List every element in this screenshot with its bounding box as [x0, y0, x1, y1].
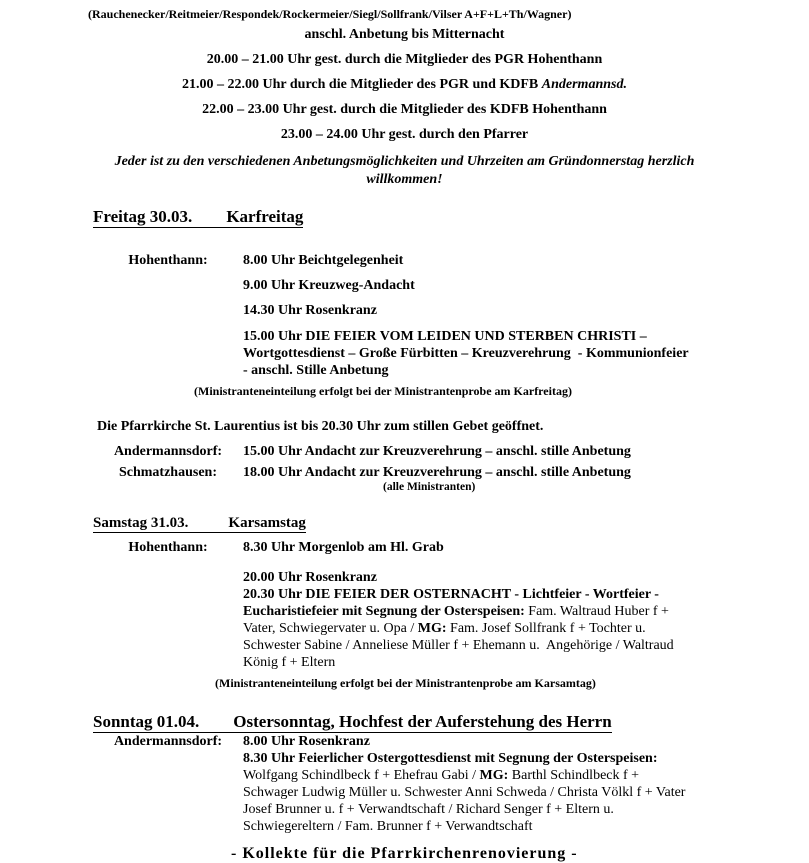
osternacht-bold-part: Eucharistiefeier mit Segnung der Osterspeisen: — [243, 604, 525, 619]
gottesdienst-names-part: Wolfgang Schindlbeck f + Ehefrau Gabi / — [243, 768, 480, 783]
schedule-row — [93, 278, 809, 294]
schedule-item: 9.00 Uhr Kreuzweg-Andacht — [243, 278, 415, 293]
pfarrkirche-open-note: Die Pfarrkirche St. Laurentius ist bis 20.30 Uhr zum stillen Gebet geöffnet. — [97, 419, 544, 434]
karfreitag-liturgy-paragraph — [243, 328, 809, 379]
anbetung-slot-4 — [0, 127, 809, 143]
ministranten-note-karsamtag: (Ministranteneinteilung erfolgt bei der Ministrantenprobe am Karsamtag) — [215, 676, 596, 690]
kollekte-note: - Kollekte für die Pfarrkirchenrenovierung - — [231, 845, 578, 862]
anbetung-slot-2-italic: Andermannsd. — [541, 77, 627, 92]
osternacht-rosenkranz: 20.00 Uhr Rosenkranz — [243, 570, 377, 585]
liturgy-line: - anschl. Stille Anbetung — [243, 363, 389, 378]
location-label: Hohenthann: — [128, 540, 208, 555]
invitation-line-2: willkommen! — [366, 171, 443, 187]
gottesdienst-line — [243, 767, 809, 784]
osternacht-line: Schwester Sabine / Anneliese Müller f + Ehemann u. Angehörige / Waltraud — [243, 638, 674, 653]
heading-karfreitag — [93, 207, 809, 227]
schedule-row — [93, 465, 809, 481]
heading-ostersonntag — [93, 712, 809, 732]
osternacht-line — [243, 620, 809, 637]
osternacht-names-part: Fam. Waltraud Huber f + — [524, 604, 669, 619]
gottesdienst-line: Schwiegereltern / Fam. Brunner f + Verwandtschaft — [243, 819, 533, 834]
location-label: Schmatzhausen: — [118, 465, 217, 480]
ostersonntag-date: Sonntag 01.04. — [93, 712, 200, 731]
osternacht-paragraph — [243, 569, 809, 671]
location-label: Andermannsdorf: — [113, 444, 223, 459]
schedule-row — [93, 734, 809, 750]
invitation-line-1: Jeder ist zu den verschiedenen Anbetungsmöglichkeiten und Uhrzeiten am Gründonnerstag herzlich — [114, 154, 695, 169]
osternacht-names-part: Fam. Josef Sollfrank f + Tochter u. — [446, 621, 646, 636]
schedule-item: 18.00 Uhr Andacht zur Kreuzverehrung – anschl. stille Anbetung — [243, 465, 631, 480]
mg-label: MG: — [417, 621, 447, 636]
liturgy-line: 15.00 Uhr DIE FEIER VOM LEIDEN UND STERBEN CHRISTI – — [243, 329, 647, 344]
schedule-item: 8.00 Uhr Beichtgelegenheit — [243, 253, 404, 268]
karfreitag-date: Freitag 30.03. — [93, 207, 193, 226]
schedule-item: 14.30 Uhr Rosenkranz — [243, 303, 377, 318]
invitation-note — [0, 153, 809, 188]
ministranten-note-karfreitag: (Ministranteneinteilung erfolgt bei der Ministrantenprobe am Karfreitag) — [194, 384, 572, 398]
gottesdienst-names-part: Barthl Schindlbeck f + — [508, 768, 640, 783]
schedule-row — [93, 540, 809, 556]
karfreitag-title: Karfreitag — [226, 207, 304, 226]
anbetung-slot-3-text: 22.00 – 23.00 Uhr gest. durch die Mitglieder des KDFB Hohenthann — [202, 102, 607, 117]
schedule-row — [93, 303, 809, 319]
osternacht-line: König f + Eltern — [243, 655, 336, 670]
schedule-item: 8.30 Uhr Morgenlob am Hl. Grab — [243, 540, 444, 555]
parish-bulletin-page — [0, 7, 809, 863]
ministrant-names-note: (Rauchenecker/Reitmeier/Respondek/Rockermeier/Siegl/Sollfrank/Vilser A+F+L+Th/Wagner) — [88, 7, 572, 21]
osternacht-line — [243, 603, 809, 620]
anbetung-slot-3 — [0, 102, 809, 118]
anbetung-slot-2-text: 21.00 – 22.00 Uhr durch die Mitglieder des PGR und KDFB — [182, 77, 542, 92]
location-label: Hohenthann: — [128, 253, 208, 268]
liturgy-line: Wortgottesdienst – Große Fürbitten – Kreuzverehrung - Kommunionfeier — [243, 346, 689, 361]
karsamstag-date: Samstag 31.03. — [93, 515, 189, 531]
anbetung-slot-1-text: 20.00 – 21.00 Uhr gest. durch die Mitglieder des PGR Hohenthann — [206, 52, 603, 67]
gottesdienst-line: Schwager Ludwig Müller u. Schwester Anni Schweda / Christa Völkl f + Vater — [243, 785, 686, 800]
location-label: Andermannsdorf: — [113, 734, 223, 749]
osternacht-names-part: Vater, Schwiegervater u. Opa / — [243, 621, 418, 636]
anbetung-slot-1 — [0, 52, 809, 68]
alle-ministranten-note: (alle Ministranten) — [383, 481, 476, 493]
anbetung-slot-2 — [0, 77, 809, 93]
gottesdienst-line: 8.30 Uhr Feierlicher Ostergottesdienst mit Segnung der Osterspeisen: — [243, 751, 658, 766]
karsamstag-title: Karsamstag — [228, 515, 306, 531]
mg-label: MG: — [479, 768, 509, 783]
anbetung-slot-4-text: 23.00 – 24.00 Uhr gest. durch den Pfarrer — [280, 127, 529, 142]
osternacht-line: 20.30 Uhr DIE FEIER DER OSTERNACHT - Lichtfeier - Wortfeier - — [243, 587, 659, 602]
heading-karsamstag — [93, 514, 809, 532]
gottesdienst-line: Josef Brunner u. f + Verwandtschaft / Richard Senger f + Eltern u. — [243, 802, 614, 817]
schedule-row — [93, 444, 809, 460]
schedule-item: 15.00 Uhr Andacht zur Kreuzverehrung – anschl. stille Anbetung — [243, 444, 631, 459]
anbetung-title: anschl. Anbetung bis Mitternacht — [304, 27, 505, 42]
ostersonntag-title: Ostersonntag, Hochfest der Auferstehung des Herrn — [233, 712, 612, 731]
schedule-item: 8.00 Uhr Rosenkranz — [243, 734, 370, 749]
ostergottesdienst-paragraph — [243, 750, 809, 835]
schedule-row — [93, 253, 809, 269]
